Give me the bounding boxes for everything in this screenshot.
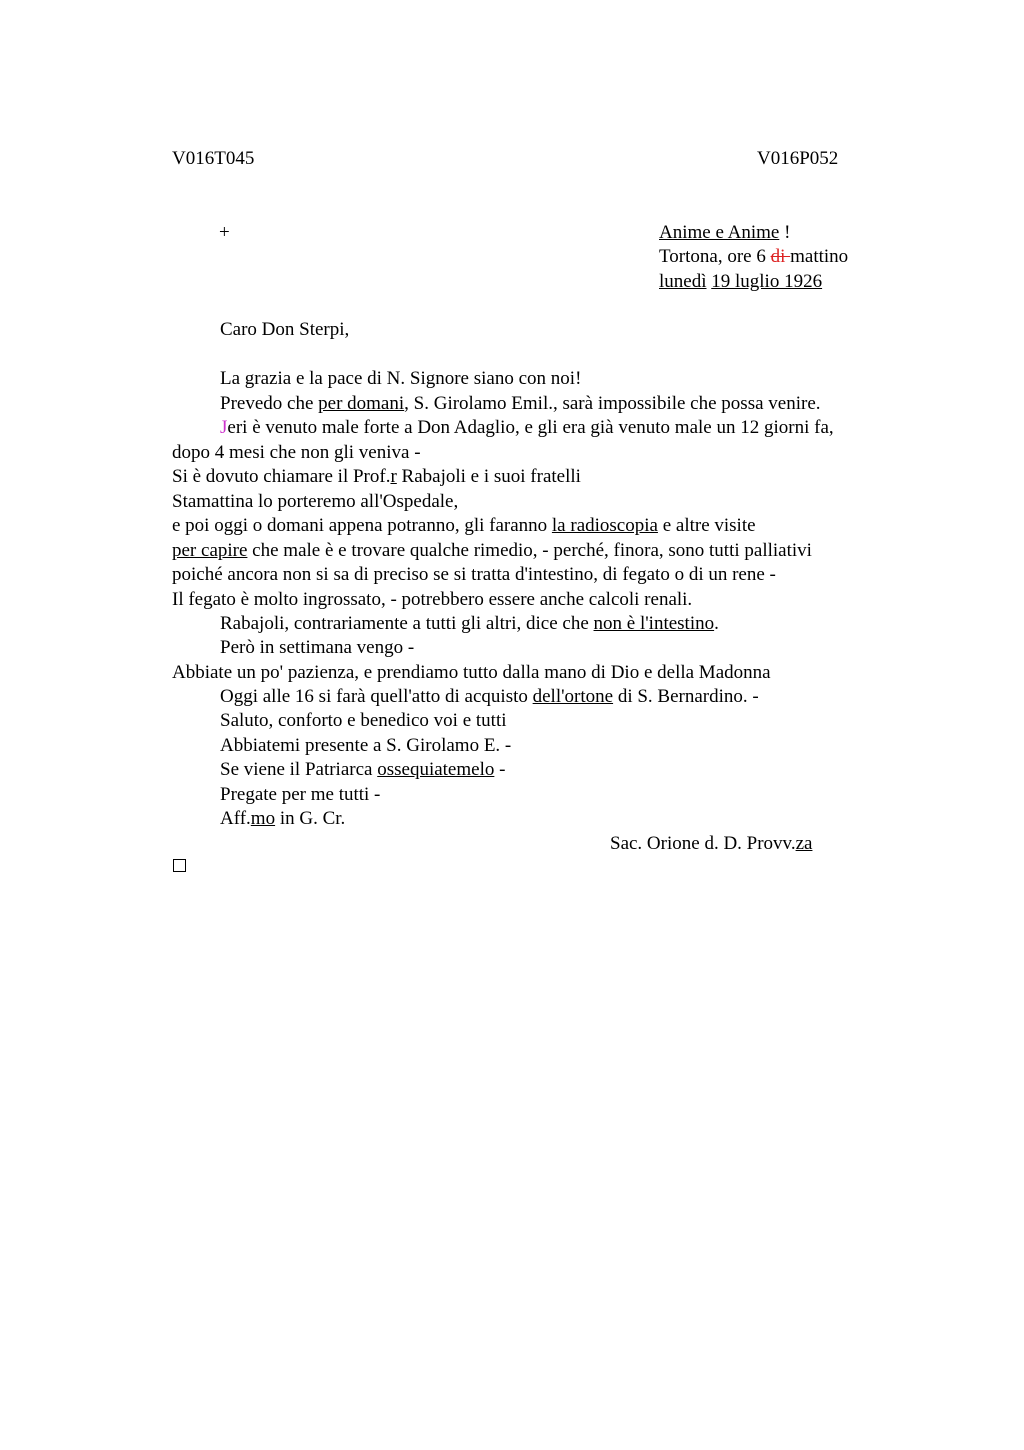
text-run: Aff. <box>220 808 251 829</box>
text-run: e poi oggi o domani appena potranno, gli faranno <box>172 515 552 536</box>
body-line: La grazia e la pace di N. Signore siano con noi! <box>220 368 582 389</box>
text-run: in G. Cr. <box>275 808 346 829</box>
left-reference-code: V016T045 <box>172 148 255 169</box>
body-line: dopo 4 mesi che non gli veniva - <box>172 442 421 463</box>
underlined-text: non è l'intestino <box>593 613 715 634</box>
dateline-place <box>659 245 848 269</box>
text-run: e altre visite <box>657 515 756 536</box>
struck-word: di <box>770 246 791 267</box>
date-text: 19 luglio 1926 <box>711 271 823 292</box>
body-line: Saluto, conforto e benedico voi e tutti <box>220 710 507 731</box>
text-run: Rabajoli, contrariamente a tutti gli altri, dice che <box>220 613 594 634</box>
text-run: Prevedo che <box>220 393 319 414</box>
body-line: Il fegato è molto ingrossato, - potrebbero essere anche calcoli renali. <box>172 589 693 610</box>
highlighted-initial: J <box>220 417 228 438</box>
dateline-date <box>659 270 822 294</box>
body-line <box>220 392 821 416</box>
closing-line <box>220 807 345 831</box>
cross-mark: + <box>219 222 230 243</box>
text-run: Si è dovuto chiamare il Prof. <box>172 466 391 487</box>
text-run: Se viene il Patriarca <box>220 759 378 780</box>
underlined-text: per capire <box>172 540 248 561</box>
motto-exclamation: ! <box>779 222 791 243</box>
text-run: Oggi alle 16 si farà quell'atto di acquisto <box>220 686 533 707</box>
body-line <box>172 539 812 563</box>
underlined-text: r <box>390 466 397 487</box>
signature <box>610 832 812 856</box>
body-line <box>220 612 719 636</box>
end-box-icon <box>173 859 186 872</box>
text-run: eri è venuto male forte a Don Adaglio, e gli era già venuto male un 12 giorni fa, <box>227 417 834 438</box>
text-run: . <box>714 613 719 634</box>
body-line: Abbiatemi presente a S. Girolamo E. - <box>220 735 512 756</box>
text-run: Rabajoli e i suoi fratelli <box>396 466 581 487</box>
dateline-motto <box>659 221 790 245</box>
body-line: Pregate per me tutti - <box>220 784 381 805</box>
motto-text: Anime e Anime <box>659 222 780 243</box>
body-line: poiché ancora non si sa di preciso se si tratta d'intestino, di fegato o di un rene - <box>172 564 776 585</box>
underlined-text: mo <box>250 808 276 829</box>
underlined-text: la radioscopia <box>551 515 658 536</box>
underlined-text: za <box>795 833 813 854</box>
body-line: Però in settimana vengo - <box>220 637 415 658</box>
signature-text: Sac. Orione d. D. Provv. <box>610 833 796 854</box>
text-run: di S. Bernardino. - <box>613 686 759 707</box>
body-line <box>172 465 581 489</box>
body-line: Stamattina lo porteremo all'Ospedale, <box>172 491 459 512</box>
right-reference-code: V016P052 <box>757 148 839 169</box>
underlined-text: per domani <box>318 393 405 414</box>
weekday: lunedì <box>659 271 707 292</box>
body-line: Abbiate un po' pazienza, e prendiamo tutto dalla mano di Dio e della Madonna <box>172 662 771 683</box>
body-line <box>220 758 505 782</box>
body-line <box>172 514 756 538</box>
salutation: Caro Don Sterpi, <box>220 319 350 340</box>
text-run: che male è e trovare qualche rimedio, - perché, finora, sono tutti palliativi <box>247 540 812 561</box>
text-run: - <box>494 759 506 780</box>
place-text: Tortona, ore 6 <box>659 246 771 267</box>
body-line <box>220 416 834 440</box>
underlined-text: ossequiatemelo <box>377 759 495 780</box>
place-text-end: mattino <box>790 246 849 267</box>
text-run: , S. Girolamo Emil., sarà impossibile che possa venire. <box>404 393 821 414</box>
underlined-text: dell'ortone <box>532 686 614 707</box>
body-line <box>220 685 759 709</box>
